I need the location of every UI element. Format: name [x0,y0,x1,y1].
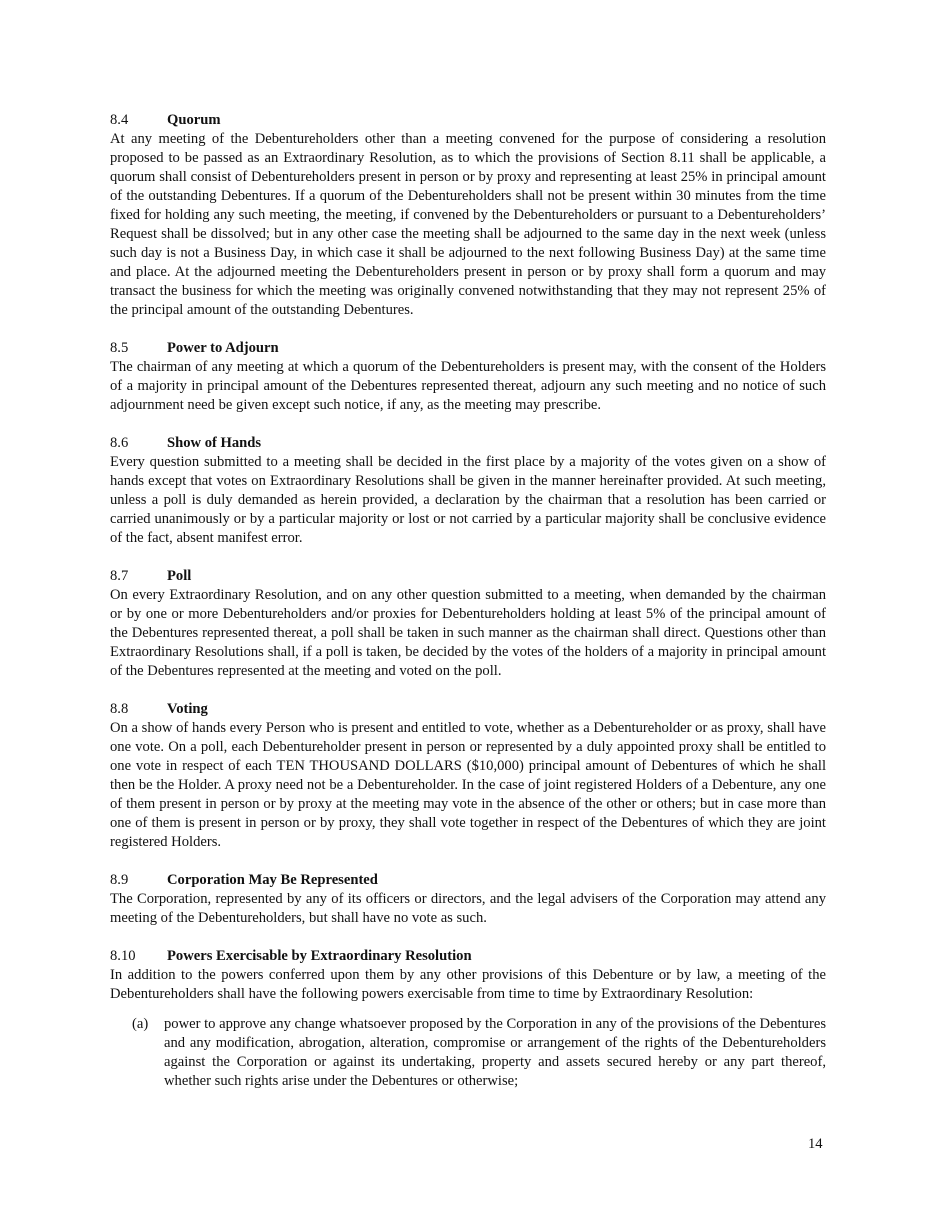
document-page [110,111,826,1110]
section-title: Power to Adjourn [167,340,279,356]
section-title: Show of Hands [167,435,262,451]
section-number: 8.7 [110,568,129,584]
section-title: Quorum [167,112,221,128]
section-body: In addition to the powers conferred upon them by any other provisions of this Debenture or by law, a meeting of the Debentureholders shall have the following powers exercisable from time to time by Extraordinary Resolution: [110,967,826,1002]
section-number: 8.8 [110,701,129,717]
page-number: 14 [808,1136,823,1152]
section-number: 8.9 [110,872,129,888]
section-8-5 [110,339,826,415]
section-8-7 [110,567,826,681]
section-number: 8.4 [110,112,129,128]
section-number: 8.6 [110,435,129,451]
section-heading [110,700,826,719]
section-number: 8.5 [110,340,129,356]
section-8-4 [110,111,826,320]
section-8-6 [110,434,826,548]
section-title: Voting [167,701,208,717]
section-title: Powers Exercisable by Extraordinary Resolution [167,948,472,964]
list-item [132,1015,826,1091]
section-8-10 [110,947,826,1091]
section-heading [110,339,826,358]
section-title: Corporation May Be Represented [167,872,378,888]
section-heading [110,567,826,586]
section-body: The Corporation, represented by any of its officers or directors, and the legal advisers of the Corporation may attend any meeting of the Debentureholders, but shall have no vote as such. [110,891,826,926]
section-heading [110,947,826,966]
section-heading [110,434,826,453]
section-8-9 [110,871,826,928]
section-body: The chairman of any meeting at which a quorum of the Debentureholders is present may, with the consent of the Holders of a majority in principal amount of the Debentures represented thereat, adjourn any such meeting and no notice of such adjournment need be given except such notice, if any, as the meeting may prescribe. [110,359,826,413]
section-body: At any meeting of the Debentureholders other than a meeting convened for the purpose of considering a resolution proposed to be passed as an Extraordinary Resolution, as to which the provisions of Section 8.11 shall be applicable, a quorum shall consist of Debentureholders present in person or by proxy and representing at least 25% in principal amount of the outstanding Debentures. If a quorum of the Debentureholders shall not be present within 30 minutes from the time fixed for holding any such meeting, the meeting, if convened by the Debentureholders or pursuant to a Debentureholders’ Request shall be dissolved; but in any other case the meeting shall be adjourned to the same day in the next week (unless such day is not a Business Day, in which case it shall be adjourned to the next following Business Day) at the same time and place. At the adjourned meeting the Debentureholders present in person or by proxy shall form a quorum and may transact the business for which the meeting was originally convened notwithstanding that they may not represent 25% of the principal amount of the outstanding Debentures. [110,131,826,318]
section-number: 8.10 [110,948,136,964]
section-body: Every question submitted to a meeting shall be decided in the first place by a majority of the votes given on a show of hands except that votes on Extraordinary Resolutions shall be given in the manner hereinafter provided. At such meeting, unless a poll is duly demanded as herein provided, a declaration by the chairman that a resolution has been carried or carried unanimously or by a particular majority or lost or not carried by a particular majority shall be conclusive evidence of the fact, absent manifest error. [110,454,826,546]
list-item-text: power to approve any change whatsoever proposed by the Corporation in any of the provisions of the Debentures and any modification, abrogation, alteration, compromise or arrangement of the rights of the Debentureholders against the Corporation or against its undertaking, property and assets secured hereby or any part thereof, whether such rights arise under the Debentures or otherwise; [164,1016,826,1089]
section-body: On every Extraordinary Resolution, and on any other question submitted to a meeting, when demanded by the chairman or by one or more Debentureholders and/or proxies for Debentureholders holding at least 5% of the principal amount of the Debentures represented thereat, a poll shall be taken in such manner as the chairman shall direct. Questions other than Extraordinary Resolutions shall, if a poll is taken, be decided by the votes of the holders of a majority in principal amount of the Debentures represented at the meeting and voted on the poll. [110,587,826,679]
section-body: On a show of hands every Person who is present and entitled to vote, whether as a Debentureholder or as proxy, shall have one vote. On a poll, each Debentureholder present in person or represented by a duly appointed proxy shall be entitled to one vote in respect of each TEN THOUSAND DOLLARS ($10,000) principal amount of Debentures of which he shall then be the Holder. A proxy need not be a Debentureholder. In the case of joint registered Holders of a Debenture, any one of them present in person or by proxy at the meeting may vote in the absence of the other or others; but in case more than one of them is present in person or by proxy, they shall vote together in respect of the Debentures of which they are joint registered Holders. [110,720,826,850]
section-heading [110,111,826,130]
list-item-label: (a) [132,1016,149,1032]
section-heading [110,871,826,890]
section-8-8 [110,700,826,852]
section-title: Poll [167,568,192,584]
